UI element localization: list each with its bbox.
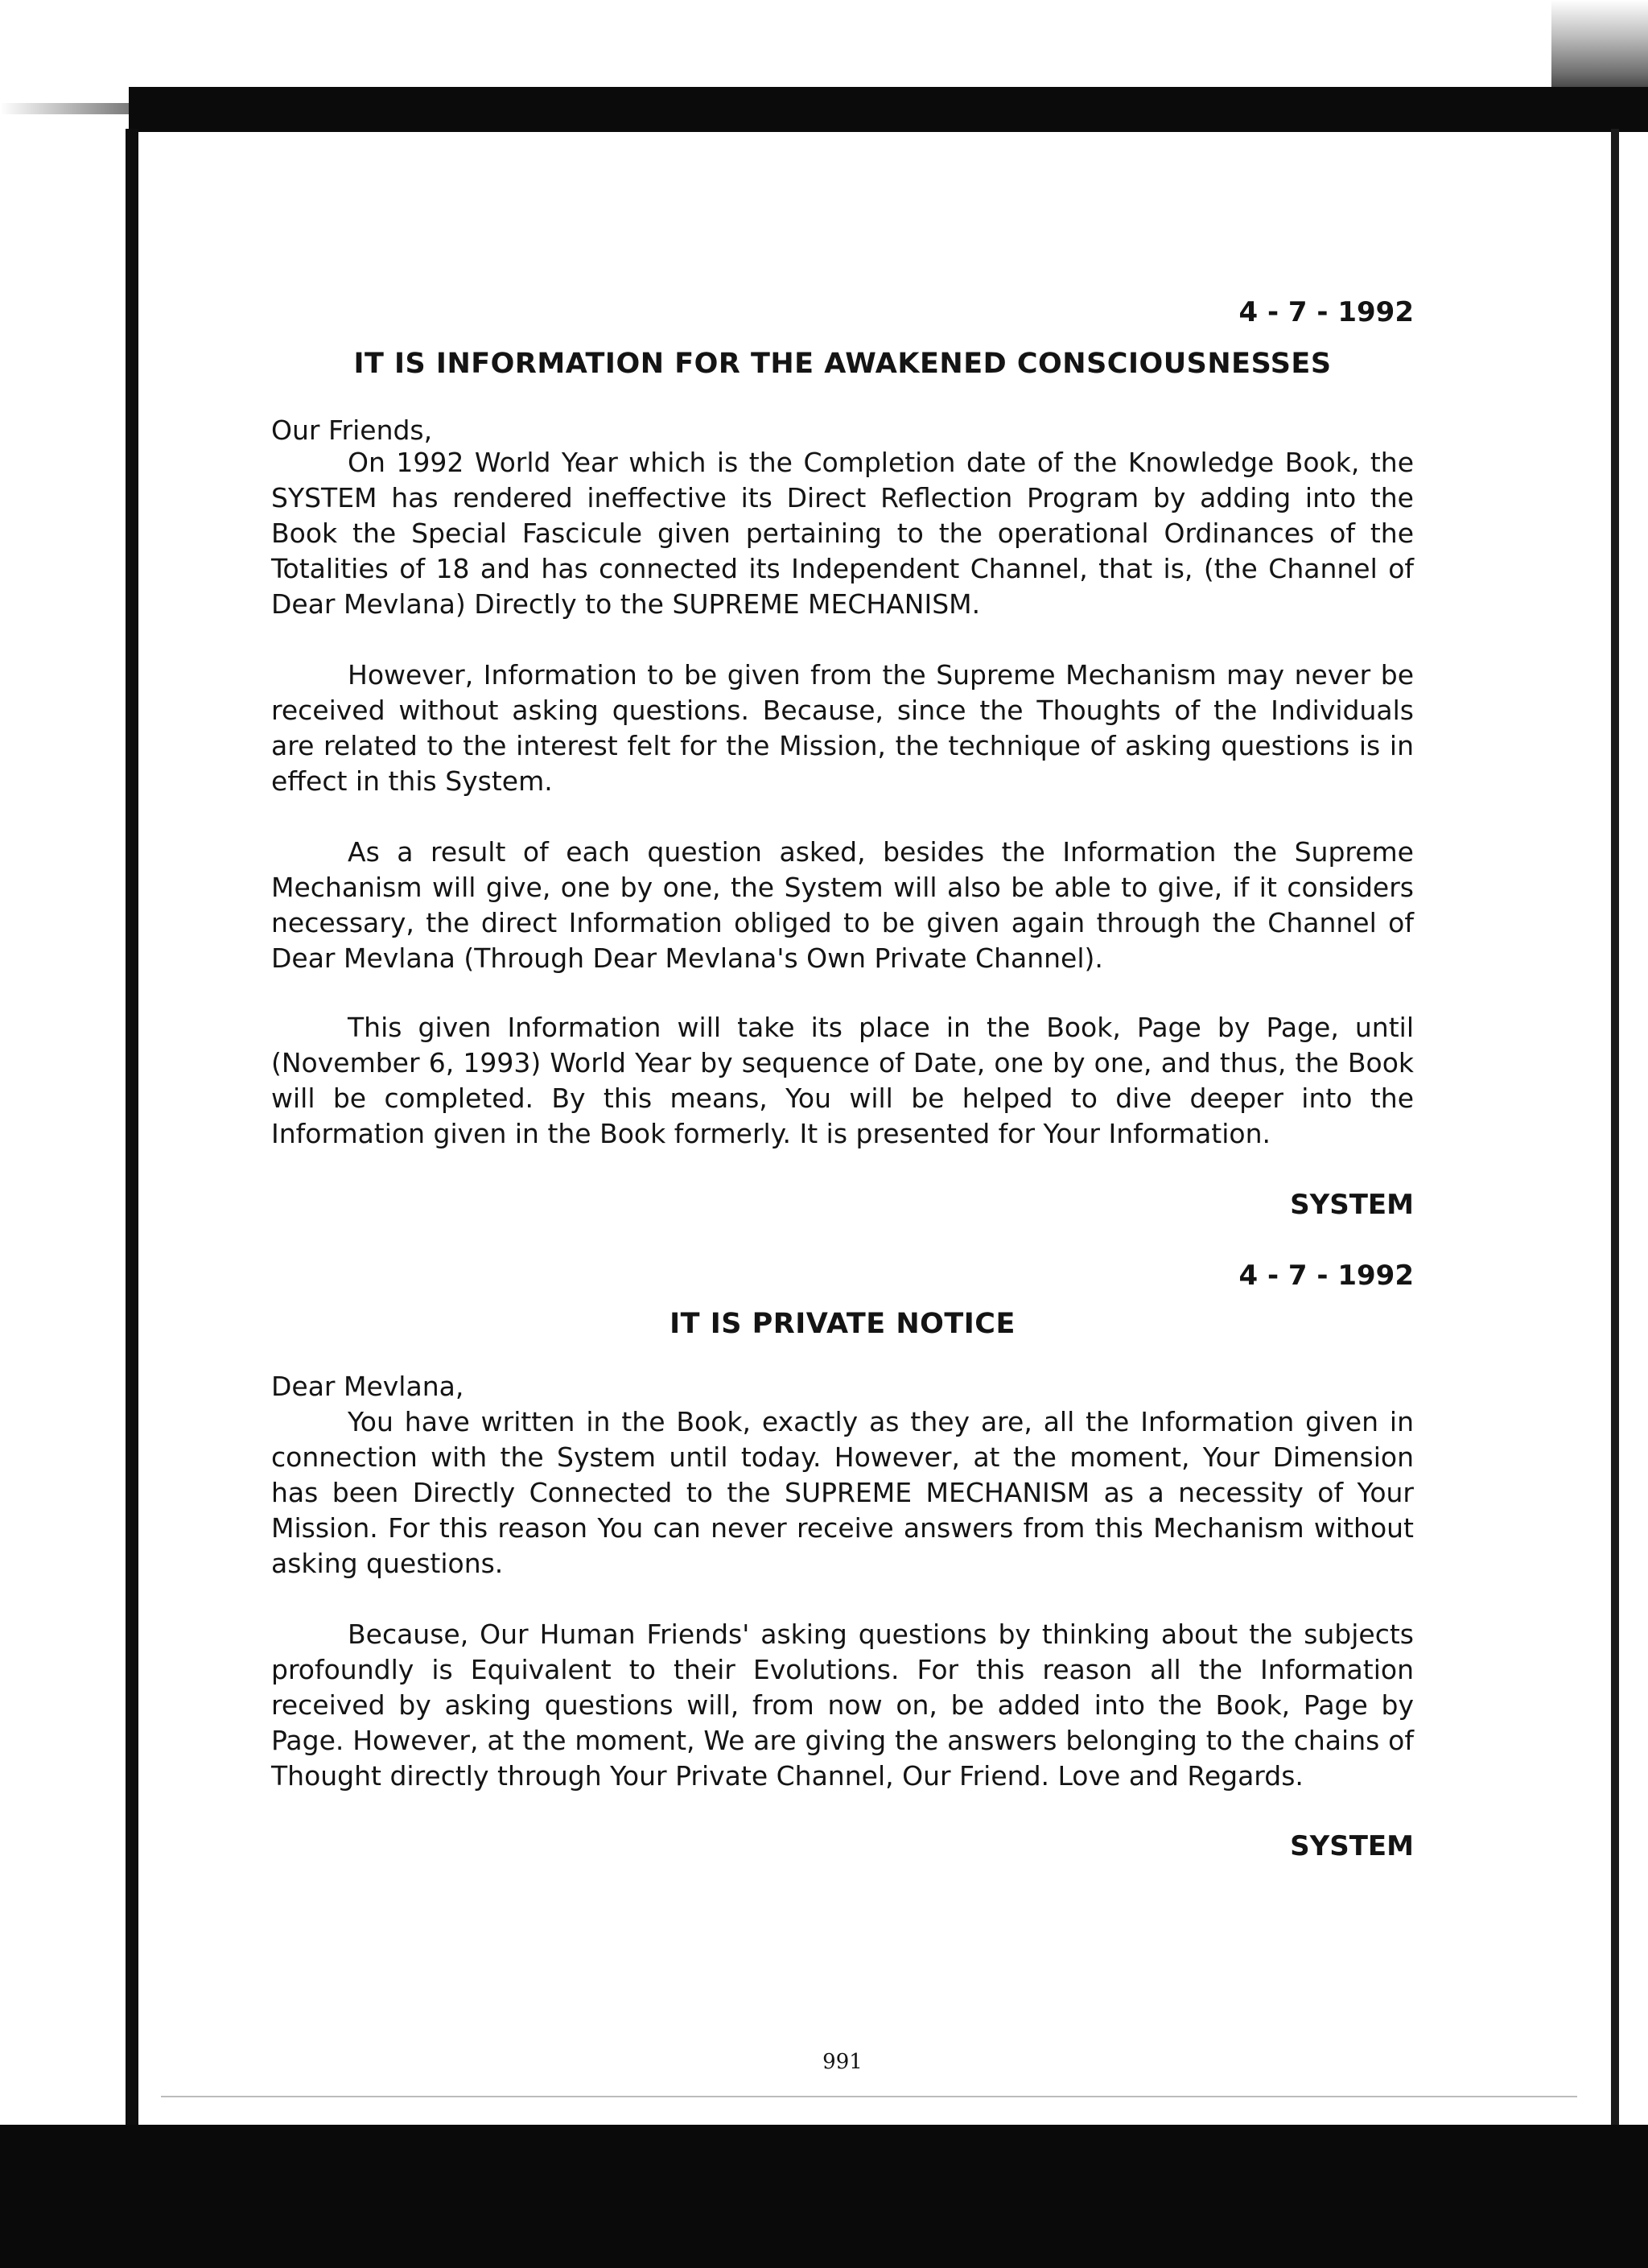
document-page <box>271 0 1414 2093</box>
scan-shadow-left <box>126 129 138 2125</box>
section-2-paragraph-1: You have written in the Book, exactly as they are, all the Information given in connection with the System until today. However, at the moment, Your Dimension has been Directly Connected to the SUPREME MECHANISM as a necessity of Your Mission. For this reason You can never receive answers from this Mechanism without asking questions. <box>271 1406 1414 1579</box>
section-1-title: IT IS INFORMATION FOR THE AWAKENED CONSCIOUSNESSES <box>353 348 1332 380</box>
bottom-rule <box>161 2096 1577 2097</box>
scan-shadow-bottom <box>0 2125 1648 2268</box>
section-1-salutation: Our Friends, <box>271 414 433 446</box>
page-number: 991 <box>822 2050 863 2074</box>
section-1-date: 4 - 7 - 1992 <box>1238 296 1414 328</box>
section-2-date: 4 - 7 - 1992 <box>1238 1260 1414 1292</box>
section-2-signature: SYSTEM <box>1290 1830 1414 1862</box>
section-1-paragraph-4: This given Information will take its place in the Book, Page by Page, until (November 6, 1993) World Year by sequence of Date, one by one, and thus, the Book will be completed. By this means, You will be helped to dive deeper into the Information given in the Book formerly. It is presented for Your Information. <box>271 1012 1414 1149</box>
section-1-paragraph-2: However, Information to be given from the Supreme Mechanism may never be received without asking questions. Because, since the Thoughts of the Individuals are related to the interest felt for the Mission, the technique of asking questions is in effect in this System. <box>271 659 1414 797</box>
section-1-signature: SYSTEM <box>1290 1189 1414 1221</box>
section-2-title: IT IS PRIVATE NOTICE <box>670 1308 1016 1340</box>
section-1-paragraph-3: As a result of each question asked, besides the Information the Supreme Mechanism will give, one by one, the System will also be able to give, if it considers necessary, the direct Information obliged to be given again through the Channel of Dear Mevlana (Through Dear Mevlana's Own Private Channel). <box>271 836 1414 974</box>
section-2-paragraph-2: Because, Our Human Friends' asking questions by thinking about the subjects profoundly is Equivalent to their Evolutions. For this reason all the Information received by asking questions will, from now on, be added into the Book, Page by Page. However, at the moment, We are giving the answers belonging to the chains of Thought directly through Your Private Channel, Our Friend. Love and Regards. <box>271 1619 1414 1792</box>
scan-shadow-right <box>1611 129 1619 2125</box>
section-2-salutation: Dear Mevlana, <box>271 1371 464 1402</box>
section-1-paragraph-1: On 1992 World Year which is the Completion date of the Knowledge Book, the SYSTEM has rendered ineffective its Direct Reflection Program by adding into the Book the Special Fascicule given pertaining to the operational Ordinances of the Totalities of 18 and has connected its Independent Channel, that is, (the Channel of Dear Mevlana) Directly to the SUPREME MECHANISM. <box>271 447 1414 620</box>
